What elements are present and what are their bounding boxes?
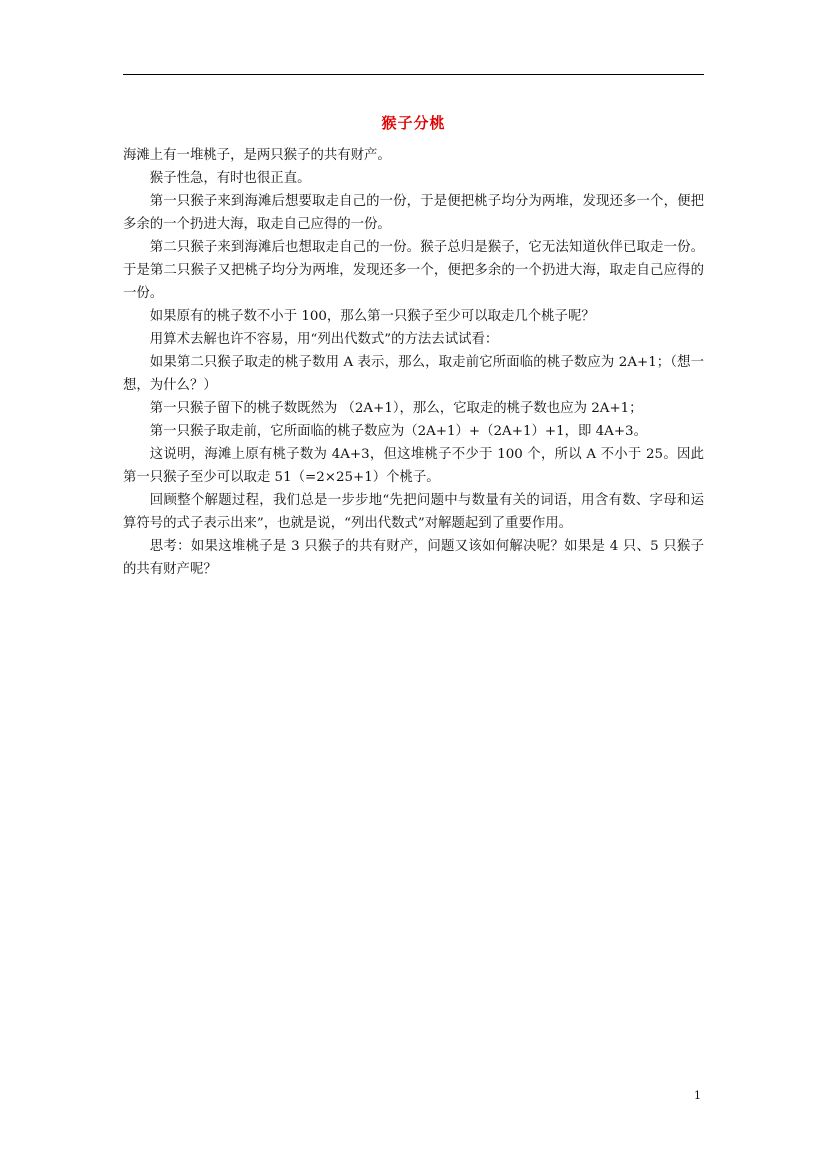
paragraph-1: 海滩上有一堆桃子，是两只猴子的共有财产。 (123, 148, 391, 163)
paragraph-4: 第二只猴子来到海滩后也想取走自己的一份。猴子总归是猴子，它无法知道伙伴已取走一份。于是第二只猴子又把桃子均分为两堆，发现还多一个，便把多余的一个扔进大海，取走自己应得的一份。 (123, 240, 704, 301)
paragraph-6: 用算术去解也许不容易，用“列出代数式”的方法去试试看： (149, 332, 499, 347)
paragraph-10: 这说明，海滩上原有桃子数为 4A+3，但这堆桃子不少于 100 个，所以 A 不小于 25。因此第一只猴子至少可以取走 51（=2×25+1）个桃子。 (123, 447, 704, 485)
page-number: 1 (694, 1089, 701, 1102)
header-rule (123, 74, 704, 75)
paragraph-9: 第一只猴子取走前，它所面临的桃子数应为（2A+1）+（2A+1）+1，即 4A+3。 (149, 424, 647, 439)
paragraph-8: 第一只猴子留下的桃子数既然为 （2A+1），那么，它取走的桃子数也应为 2A+1； (149, 401, 643, 416)
document-body (123, 144, 704, 581)
paragraph-7: 如果第二只猴子取走的桃子数用 A 表示，那么，取走前它所面临的桃子数应为 2A+1；（想一想，为什么？） (123, 355, 704, 393)
paragraph-5: 如果原有的桃子数不小于 100，那么第一只猴子至少可以取走几个桃子呢？ (149, 309, 595, 324)
paragraph-2: 猴子性急，有时也很正直。 (149, 171, 311, 186)
document-title: 猴子分桃 (381, 114, 446, 132)
paragraph-11: 回顾整个解题过程，我们总是一步步地“先把问题中与数量有关的词语，用含有数、字母和运算符号的式子表示出来”，也就是说，“列出代数式”对解题起到了重要作用。 (123, 493, 704, 531)
paragraph-12: 思考：如果这堆桃子是 3 只猴子的共有财产，问题又该如何解决呢？如果是 4 只、5 只猴子的共有财产呢？ (123, 539, 704, 577)
paragraph-3: 第一只猴子来到海滩后想要取走自己的一份，于是便把桃子均分为两堆，发现还多一个，便把多余的一个扔进大海，取走自己应得的一份。 (123, 194, 704, 232)
